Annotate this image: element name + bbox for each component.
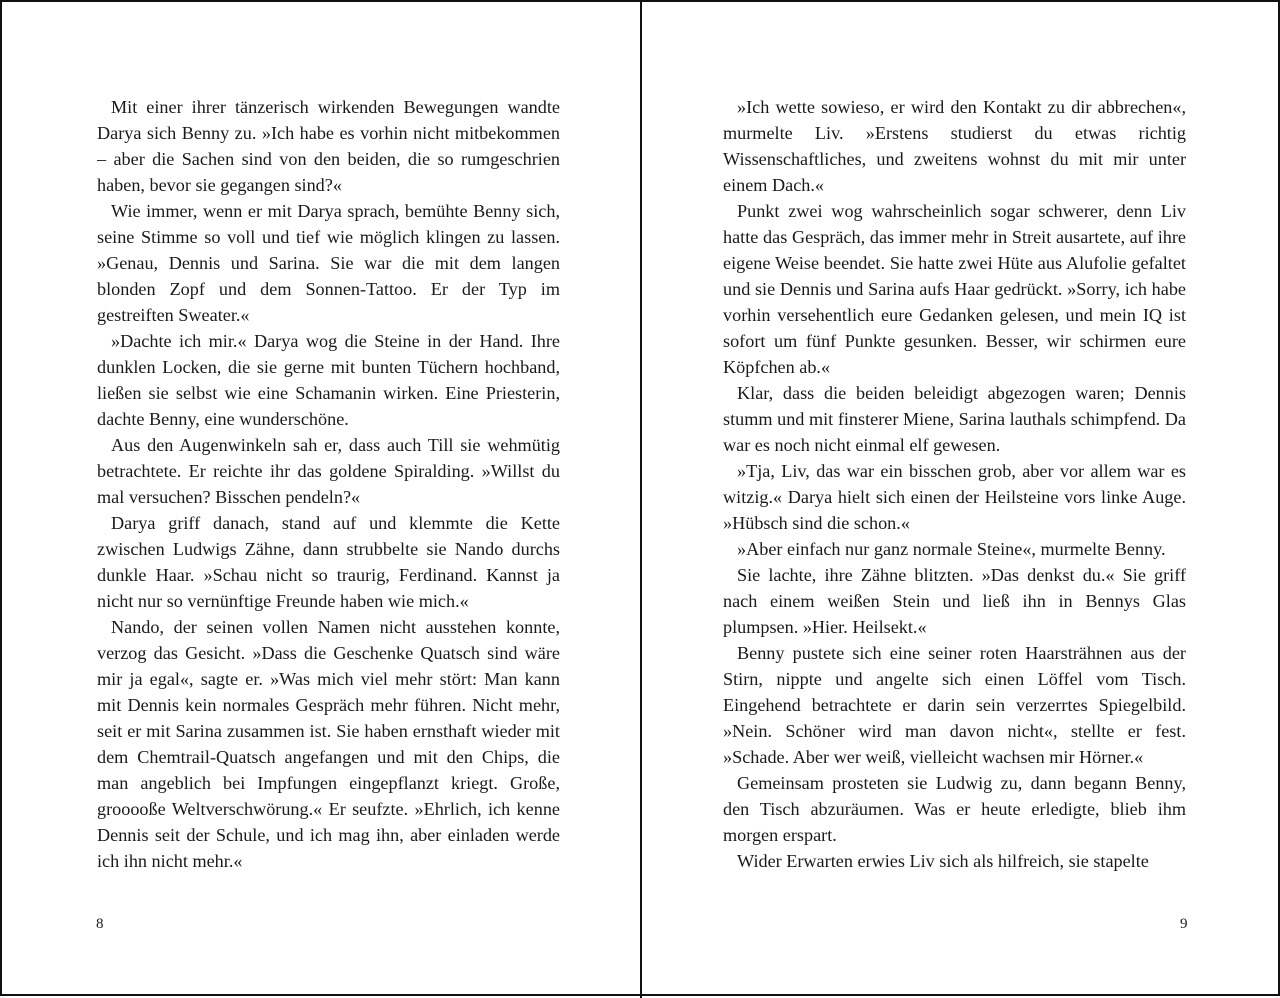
left-page-text bbox=[97, 94, 560, 894]
paragraph: »Aber einfach nur ganz normale Steine«, murmelte Benny. bbox=[737, 539, 1166, 559]
paragraph: Nando, der seinen vollen Namen nicht ausstehen konnte, verzog das Gesicht. »Dass die Geschenke Quatsch sind wäre mir ja egal«, sagte er. »Was mich viel mehr stört: Man kann mit Dennis kein normales Gespräch mehr führen. Nicht mehr, seit er mit Sarina zusammen ist. Sie haben ernsthaft wieder mit dem Chemtrail-Quatsch angefangen und mit den Chips, die man angeblich bei Impfungen eingepflanzt kriegt. Große, grooooße Weltverschwörung.« Er seufzte. »Ehrlich, ich kenne Dennis seit der Schule, und ich mag ihn, aber einladen werde ich ihn nicht mehr.« bbox=[97, 617, 560, 871]
paragraph: Wie immer, wenn er mit Darya sprach, bemühte Benny sich, seine Stimme so voll und tief wie möglich klingen zu lassen. »Genau, Dennis und Sarina. Sie war die mit dem langen blonden Zopf und dem Sonnen-Tattoo. Er der Typ im gestreiften Sweater.« bbox=[97, 201, 560, 325]
paragraph: Mit einer ihrer tänzerisch wirkenden Bewegungen wandte Darya sich Benny zu. »Ich habe es vorhin nicht mitbekommen – aber die Sachen sind von den beiden, die so rumgeschrien haben, bevor sie gegangen sind?« bbox=[97, 97, 560, 195]
right-page-text bbox=[723, 94, 1186, 894]
paragraph: Darya griff danach, stand auf und klemmte die Kette zwischen Ludwigs Zähne, dann strubbelte sie Nando durchs dunkle Haar. »Schau nicht so traurig, Ferdinand. Kannst ja nicht nur so vernünftige Freunde haben wie mich.« bbox=[97, 513, 560, 611]
paragraph: Sie lachte, ihre Zähne blitzten. »Das denkst du.« Sie griff nach einem weißen Stein und ließ ihn in Bennys Glas plumpsen. »Hier. Heilsekt.« bbox=[723, 565, 1186, 637]
page-gutter bbox=[640, 2, 642, 998]
paragraph: »Dachte ich mir.« Darya wog die Steine in der Hand. Ihre dunklen Locken, die sie gerne mit bunten Tüchern hochband, ließen sie selbst wie eine Schamanin wirken. Eine Priesterin, dachte Benny, eine wunderschöne. bbox=[97, 331, 560, 429]
paragraph: Punkt zwei wog wahrscheinlich sogar schwerer, denn Liv hatte das Gespräch, das immer mehr in Streit ausartete, auf ihre eigene Weise beendet. Sie hatte zwei Hüte aus Alufolie gefaltet und sie Dennis und Sarina aufs Haar gedrückt. »Sorry, ich habe vorhin versehentlich eure Gedanken gelesen, und mein IQ ist sofort um fünf Punkte gesunken. Besser, wir schirmen eure Köpfchen ab.« bbox=[723, 201, 1186, 377]
paragraph: Aus den Augenwinkeln sah er, dass auch Till sie wehmütig betrachtete. Er reichte ihr das goldene Spiralding. »Willst du mal versuchen? Bisschen pendeln?« bbox=[97, 435, 560, 507]
paragraph: Gemeinsam prosteten sie Ludwig zu, dann begann Benny, den Tisch abzuräumen. Was er heute erledigte, blieb ihm morgen erspart. bbox=[723, 773, 1186, 845]
paragraph: Wider Erwarten erwies Liv sich als hilfreich, sie stapelte bbox=[737, 851, 1149, 871]
paragraph: Klar, dass die beiden beleidigt abgezogen waren; Dennis stumm und mit finsterer Miene, Sarina lauthals schimpfend. Da war es noch nicht einmal elf gewesen. bbox=[723, 383, 1186, 455]
paragraph: »Ich wette sowieso, er wird den Kontakt zu dir abbrechen«, murmelte Liv. »Erstens studierst du etwas richtig Wissenschaftliches, und zweitens wohnst du mit mir unter einem Dach.« bbox=[723, 97, 1186, 195]
right-page-number: 9 bbox=[1180, 916, 1188, 932]
paragraph: »Tja, Liv, das war ein bisschen grob, aber vor allem war es witzig.« Darya hielt sich einen der Heilsteine vors linke Auge. »Hübsch sind die schon.« bbox=[723, 461, 1186, 533]
paragraph: Benny pustete sich eine seiner roten Haarsträhnen aus der Stirn, nippte und angelte sich einen Löffel vom Tisch. Eingehend betrachtete er darin sein verzerrtes Spiegelbild. »Nein. Schöner wird man davon nicht«, stellte er fest. »Schade. Aber wer weiß, vielleicht wachsen mir Hörner.« bbox=[723, 643, 1186, 767]
left-page-number: 8 bbox=[96, 916, 104, 932]
